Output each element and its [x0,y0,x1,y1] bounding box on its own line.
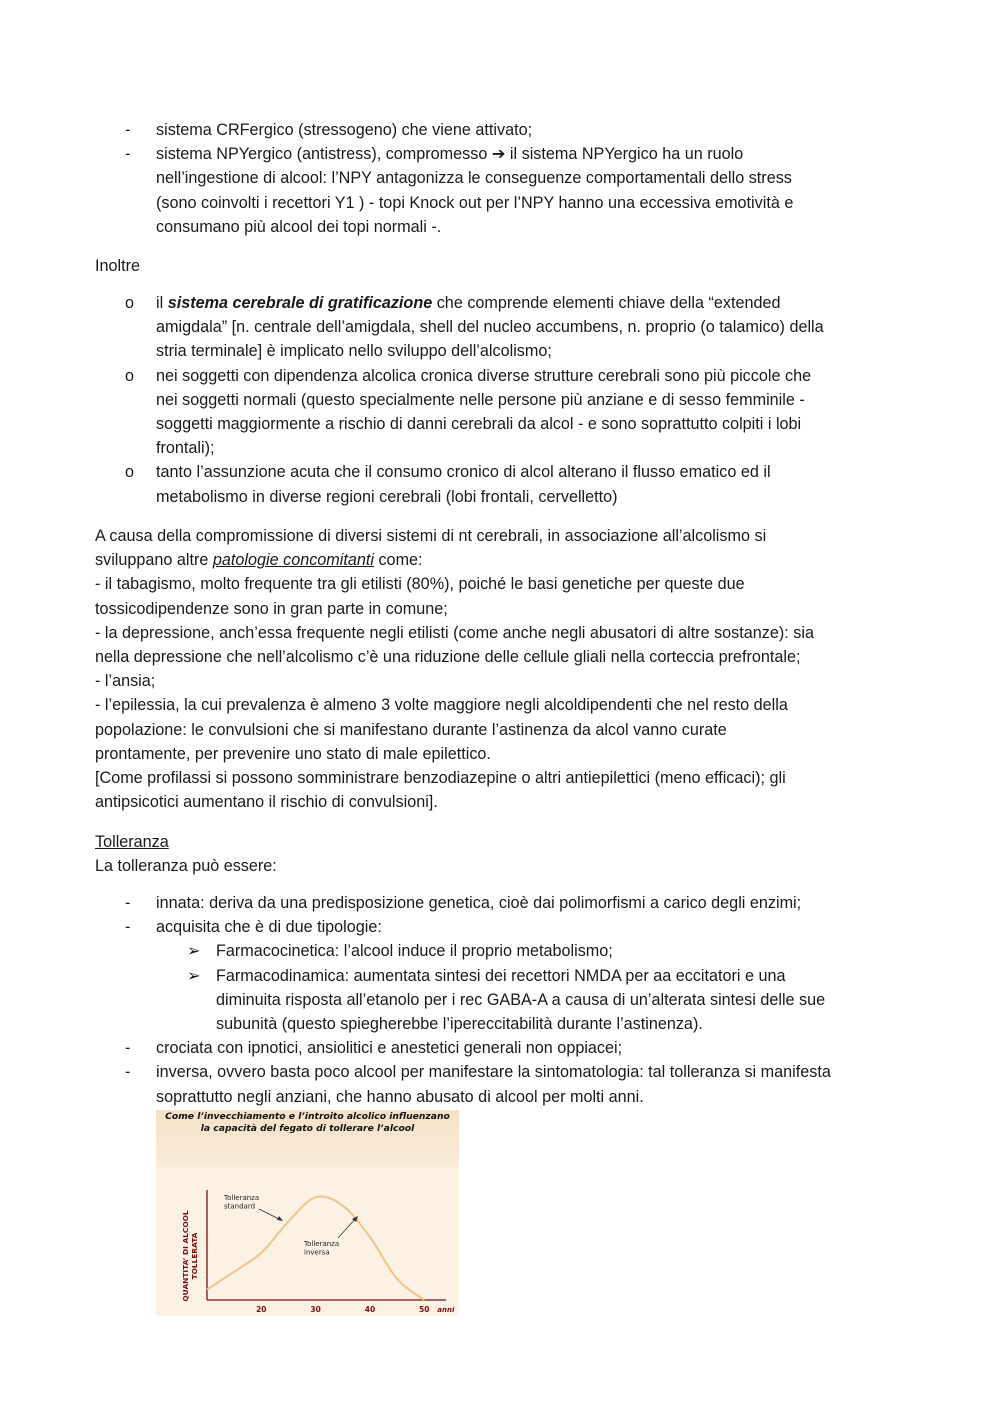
y-axis-label: TOLLERATA [190,1232,199,1280]
x-axis-label: anni [437,1306,455,1314]
list-item-text: (sono coinvolti i recettori Y1 ) - topi Knock out per l’NPY hanno una eccessiva emotività e [156,193,794,212]
list-item [95,891,915,915]
annotation-line: Tolleranza [304,1240,340,1248]
list-item-text: nell’ingestione di alcool: l’NPY antagonizza le conseguenze comportamentali dello stress [156,169,792,188]
section-intro: La tolleranza può essere: [95,857,277,876]
bold-italic-term: sistema cerebrale di gratificazione [167,294,433,312]
list-item-text: nei soggetti normali (questo specialmente nelle persone più anziane e di sesso femminile - [156,390,805,409]
list-item [95,364,915,461]
list-item-text: sistema CRFergico (stressogeno) che viene attivato; [156,121,533,139]
tolleranza-list [95,891,915,1109]
list-item [95,142,915,239]
dash-marker: - [125,121,131,139]
arrow-bullet-icon: ➢ [187,942,201,961]
section-tolleranza [95,830,915,878]
paragraph-line: [Come profilassi si possono somministrare benzodiazepine o altri antiepilettici (meno efficaci); gli [95,769,786,788]
section-heading: Tolleranza [95,833,169,851]
text-run: che comprende elementi chiave della “extended [432,294,781,312]
list-item-text: consumano più alcool dei topi normali -. [156,217,442,236]
paragraph-line: - la depressione, anch’essa frequente negli etilisti (come anche negli abusatori di altre sostanze): sia [95,623,814,642]
list-item-text: soggetti maggiormente a rischio di danni cerebrali da alcol - e sono soprattutto colpiti i lobi [156,415,802,434]
x-tick-label: 50 [419,1305,430,1314]
circle-marker: o [125,366,135,385]
list-item [95,291,915,364]
annotation-line: standard [224,1202,256,1211]
dash-marker: - [125,1063,131,1082]
text-run: come: [373,551,423,570]
list-item-text: innata: deriva da una predisposizione genetica, cioè dai polimorfismi a carico degli enzimi; [156,894,802,912]
list-item-text: inversa, ovvero basta poco alcool per manifestare la sintomatologia: tal tolleranza si manifesta [156,1063,831,1082]
x-tick-label: 30 [310,1305,321,1314]
annotation-line: Tolleranza [224,1194,260,1202]
dash-marker: - [125,918,131,937]
list-item-text: Farmacocinetica: l’alcool induce il proprio metabolismo; [216,942,613,961]
arrow-bullet-icon: ➢ [187,966,201,985]
list-item [95,1036,915,1060]
paragraph-line: nella depressione che nell’alcolismo c’è una riduzione delle cellule gliali nella corteccia prefrontale; [95,648,801,667]
list-item-text: soprattutto negli anziani, che hanno abusato di alcool per molti anni. [156,1087,644,1106]
list-item-text: amigdala” [n. centrale dell’amigdala, shell del nucleo accumbens, n. proprio (o talamico) della [156,318,824,337]
list-item-text: subunità (questo spiegherebbe l’ipereccitabilità durante l’astinenza). [216,1015,703,1034]
list-item-text: frontali); [156,439,215,458]
annotation-standard [223,1194,259,1211]
circle-marker: o [125,294,135,312]
figure-title-line: Come l’invecchiamento e l’introito alcolico influenzano [165,1111,450,1122]
annotation-arrowhead [277,1216,283,1221]
italic-underlined-term: patologie concomitanti [212,551,374,570]
text-run: sviluppano altre [95,551,213,570]
annotation-line: inversa [304,1248,330,1257]
paragraph-causa [95,524,915,814]
list-item-text: stria terminale] è implicato nello sviluppo dell’alcolismo; [156,342,552,361]
x-tick-label: 40 [364,1305,376,1314]
list-item-text: acquisita che è di due tipologie: [156,918,382,937]
tolerance-age-figure [156,1110,459,1316]
text-run: il [156,294,168,312]
dash-marker: - [125,145,131,164]
list-item-text [156,291,915,315]
annotation-inversa [303,1240,339,1257]
list-item [95,1060,915,1108]
paragraph-inoltre: Inoltre [95,257,140,275]
paragraph-line [95,548,915,572]
paragraph-line: - il tabagismo, molto frequente tra gli etilisti (80%), poiché le basi genetiche per queste due [95,575,745,594]
list-item-text: nei soggetti con dipendenza alcolica cronica diverse strutture cerebrali sono più piccole che [156,366,812,385]
list-item [95,915,915,939]
tolerance-chart [156,1110,459,1316]
sub-list-item [95,964,915,1037]
list-item-text: crociata con ipnotici, ansiolitici e anestetici generali non oppiacei; [156,1039,623,1058]
sub-list-item [95,939,915,963]
paragraph-line: A causa della compromissione di diversi sistemi di nt cerebrali, in associazione all’alcolismo si [95,527,767,545]
paragraph-line: tossicodipendenze sono in gran parte in comune; [95,599,448,618]
paragraph-line: prontamente, per prevenire uno stato di male epilettico. [95,744,491,763]
annotation-arrow [338,1218,356,1238]
circle-bullet-list [95,291,915,509]
top-bullet-list [95,118,915,239]
list-item [95,460,915,508]
dash-marker: - [125,1039,131,1058]
list-item-text: tanto l’assunzione acuta che il consumo cronico di alcol alterano il flusso ematico ed il [156,463,771,482]
list-item-text: Farmacodinamica: aumentata sintesi dei recettori NMDA per aa eccitatori e una [216,966,786,985]
dash-marker: - [125,894,131,912]
list-item-text: metabolismo in diverse regioni cerebrali (lobi frontali, cervelletto) [156,487,618,506]
circle-marker: o [125,463,135,482]
x-tick-label: 20 [256,1305,267,1314]
paragraph-line: popolazione: le convulsioni che si manifestano durante l’astinenza da alcol vanno curate [95,720,727,739]
figure-title-line: la capacità del fegato di tollerare l’alcool [200,1123,415,1134]
list-item-text: sistema NPYergico (antistress), compromesso ➔ il sistema NPYergico ha un ruolo [156,145,744,164]
y-axis-label: QUANTITA’ DI ALCOOL [181,1210,190,1302]
x-axis-ticks [256,1305,455,1314]
paragraph-line: - l’ansia; [95,672,156,691]
paragraph-line: antipsicotici aumentano il rischio di convulsioni]. [95,793,438,812]
list-item-text: diminuita risposta all’etanolo per i rec GABA-A a causa di un’alterata sintesi delle sue [216,990,826,1009]
paragraph-line: - l’epilessia, la cui prevalenza è almeno 3 volte maggiore negli alcoldipendenti che nel resto della [95,696,788,715]
annotation-arrow [259,1209,281,1220]
list-item [95,118,915,142]
